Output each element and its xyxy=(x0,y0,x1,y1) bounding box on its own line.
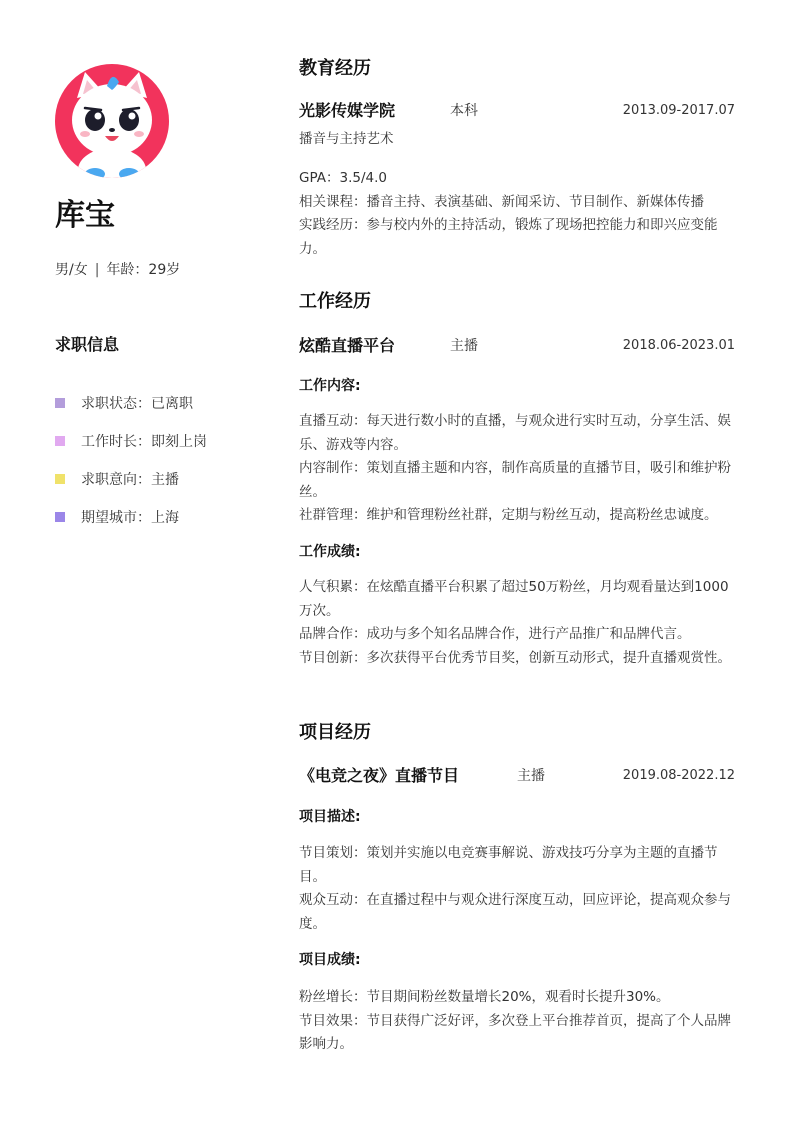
education-details xyxy=(299,167,739,261)
school-name: 光影传媒学院 xyxy=(299,101,396,120)
square-bullet-icon xyxy=(55,398,65,408)
age-text: 年龄：29岁 xyxy=(106,262,181,278)
basic-info xyxy=(55,260,180,280)
work-achievement-line: 品牌合作：成功与多个知名品牌合作，进行产品推广和品牌代言。 xyxy=(299,626,691,642)
work-duration-text: 工作时长：即刻上岗 xyxy=(81,434,207,450)
project-results xyxy=(299,986,739,1057)
job-status-item xyxy=(55,384,207,422)
work-content-line: 直播互动：每天进行数小时的直播，与观众进行实时互动，分享生活、娱乐、游戏等内容。 xyxy=(299,413,731,453)
project-description xyxy=(299,842,739,936)
project-name: 《电竞之夜》直播节目 xyxy=(299,766,460,785)
expected-city-item xyxy=(55,498,207,536)
project-result-heading: 项目成绩: xyxy=(299,952,361,968)
expected-city-text: 期望城市：上海 xyxy=(81,510,179,526)
project-date: 2019.08-2022.12 xyxy=(622,768,735,783)
square-bullet-icon xyxy=(55,512,65,522)
candidate-name: 库宝 xyxy=(55,198,115,233)
job-intent-text: 求职意向：主播 xyxy=(81,472,179,488)
work-duration-item xyxy=(55,422,207,460)
project-heading: 项目经历 xyxy=(299,722,371,743)
work-date: 2018.06-2023.01 xyxy=(622,338,735,353)
degree-text: 本科 xyxy=(450,103,478,119)
job-intent-list xyxy=(55,384,207,536)
work-role: 主播 xyxy=(450,338,478,354)
work-content-heading: 工作内容: xyxy=(299,378,361,394)
avatar xyxy=(55,64,169,178)
square-bullet-icon xyxy=(55,474,65,484)
project-role: 主播 xyxy=(517,768,545,784)
mascot-avatar-icon xyxy=(55,64,169,178)
project-desc-line: 节目策划：策划并实施以电竞赛事解说、游戏技巧分享为主题的直播节目。 xyxy=(299,845,718,885)
job-intent-item xyxy=(55,460,207,498)
education-date: 2013.09-2017.07 xyxy=(622,103,735,118)
major-line: 播音与主持艺术 xyxy=(299,131,394,147)
education-heading: 教育经历 xyxy=(299,58,371,79)
work-content-line: 内容制作：策划直播主题和内容，制作高质量的直播节目，吸引和维护粉丝。 xyxy=(299,460,731,500)
project-result-line: 节目效果：节目获得广泛好评，多次登上平台推荐首页，提高了个人品牌影响力。 xyxy=(299,1012,731,1052)
project-desc-line: 观众互动：在直播过程中与观众进行深度互动，回应评论，提高观众参与度。 xyxy=(299,892,731,932)
job-status-text: 求职状态：已离职 xyxy=(81,396,193,412)
work-achievement-line: 节目创新：多次获得平台优秀节目奖，创新互动形式，提升直播观赏性。 xyxy=(299,649,731,666)
gender-text: 男/女 xyxy=(55,262,88,278)
work-achievement-heading: 工作成绩: xyxy=(299,544,361,560)
project-result-line: 粉丝增长：节目期间粉丝数量增长20%，观看时长提升30%。 xyxy=(299,989,670,1005)
separator: | xyxy=(94,262,100,278)
gpa-line: GPA：3.5/4.0 xyxy=(299,170,387,186)
square-bullet-icon xyxy=(55,436,65,446)
courses-line: 相关课程：播音主持、表演基础、新闻采访、节目制作、新媒体传播 xyxy=(299,193,704,210)
major-text xyxy=(299,128,739,152)
work-content-line: 社群管理：维护和管理粉丝社群，定期与粉丝互动，提高粉丝忠诚度。 xyxy=(299,507,718,523)
job-intent-heading: 求职信息 xyxy=(55,335,120,354)
company-name: 炫酷直播平台 xyxy=(299,336,396,355)
work-heading: 工作经历 xyxy=(299,291,371,312)
work-content xyxy=(299,410,739,528)
work-achievement-line: 人气积累：在炫酷直播平台积累了超过50万粉丝，月均观看量达到1000万次。 xyxy=(299,579,729,619)
work-achievements xyxy=(299,576,739,670)
practice-line: 实践经历：参与校内外的主持活动，锻炼了现场把控能力和即兴应变能力。 xyxy=(299,217,718,257)
project-desc-heading: 项目描述: xyxy=(299,809,361,825)
